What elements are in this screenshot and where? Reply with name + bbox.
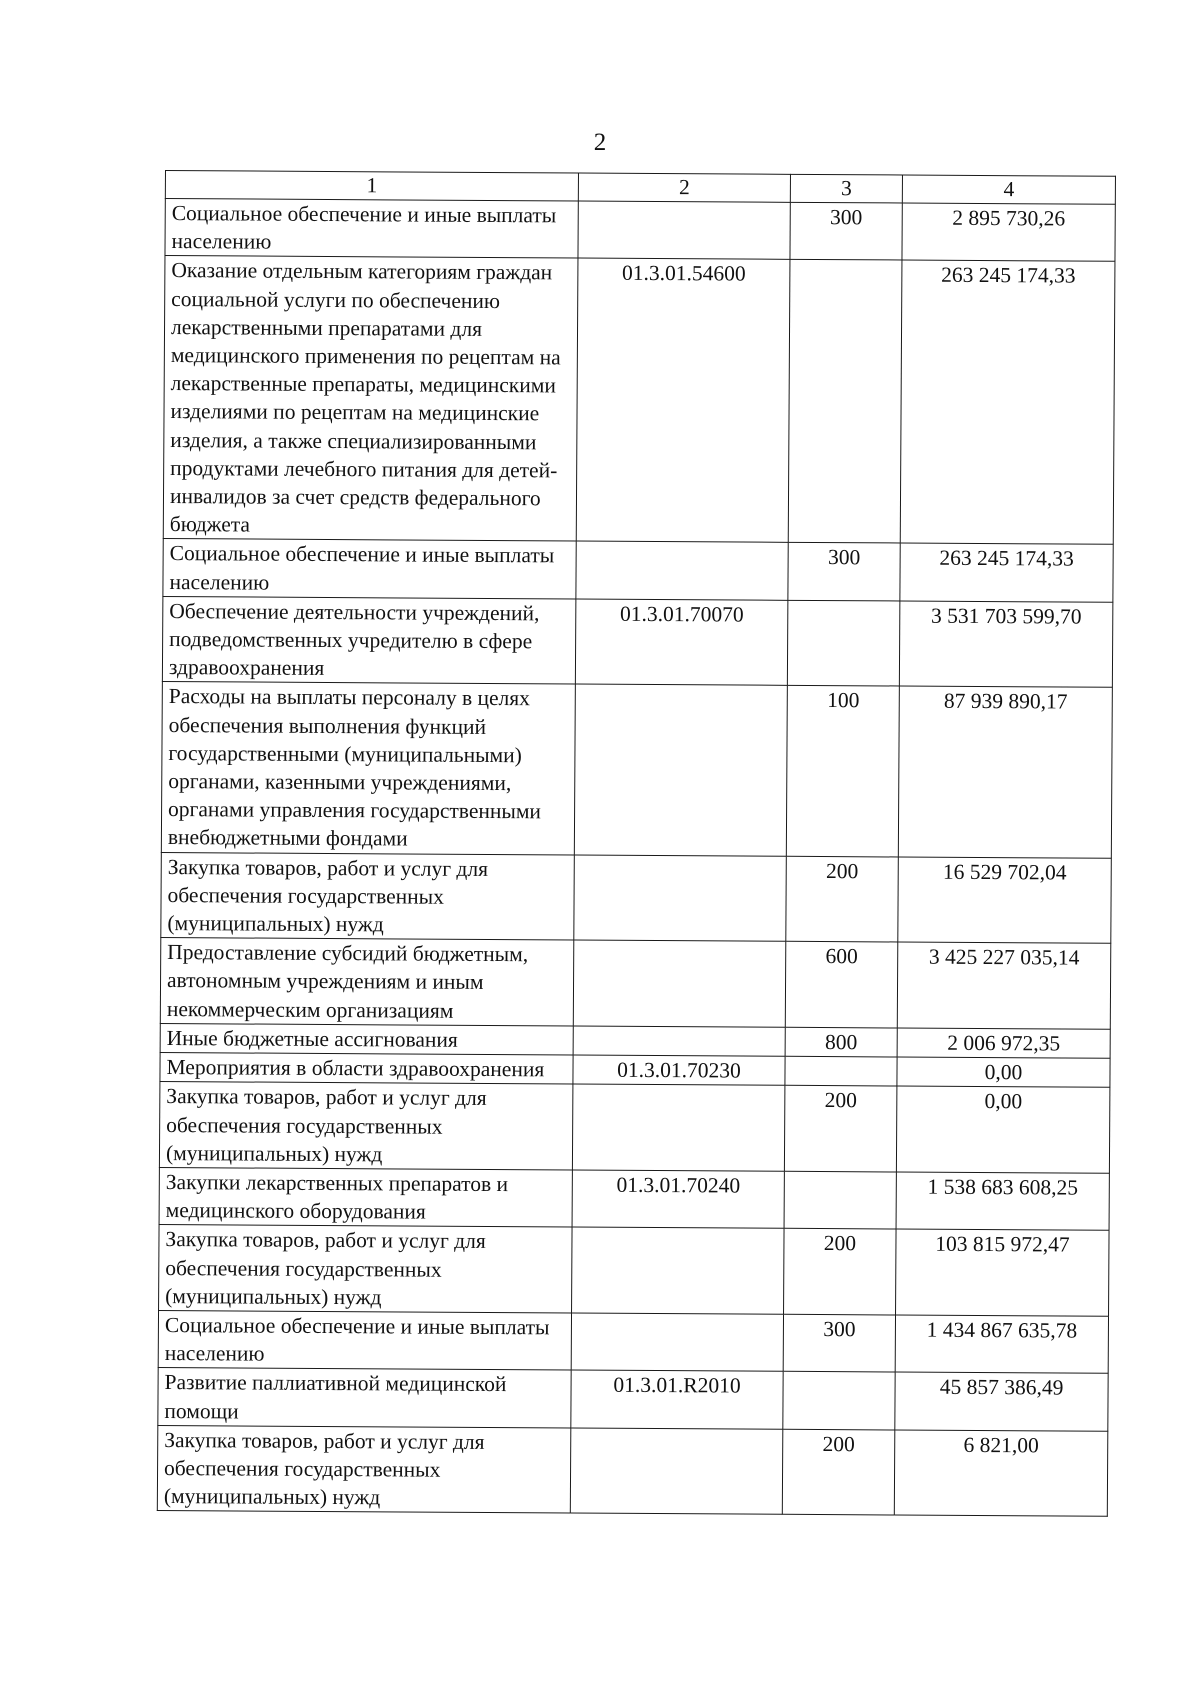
row-sum: 87 939 890,17 bbox=[898, 686, 1112, 858]
row-code bbox=[573, 1026, 785, 1056]
row-kind: 300 bbox=[783, 1314, 895, 1372]
row-name: Развитие паллиативной медицинской помощи bbox=[158, 1368, 571, 1428]
table-row bbox=[162, 596, 1113, 687]
header-col-4: 4 bbox=[902, 175, 1115, 204]
table-row bbox=[158, 1368, 1108, 1431]
row-name: Социальное обеспечение и иные выплаты населению bbox=[165, 199, 578, 259]
row-sum: 2 006 972,35 bbox=[897, 1028, 1110, 1059]
header-col-1: 1 bbox=[165, 171, 578, 202]
row-sum: 3 425 227 035,14 bbox=[897, 942, 1111, 1029]
row-code bbox=[574, 684, 787, 856]
row-sum: 0,00 bbox=[897, 1057, 1110, 1088]
table-row bbox=[161, 852, 1112, 943]
row-sum: 2 895 730,26 bbox=[902, 203, 1115, 262]
row-name: Расходы на выплаты персоналу в целях обеспечения выполнения функций государственными (муниципальными) органами, казенными учреждениями, органами управления государственными внебюджетными фондами bbox=[161, 682, 575, 855]
row-sum: 1 538 683 608,25 bbox=[896, 1172, 1109, 1231]
table-row bbox=[157, 1425, 1108, 1516]
table-row bbox=[160, 938, 1111, 1029]
row-kind: 800 bbox=[785, 1027, 897, 1057]
header-col-2: 2 bbox=[578, 173, 790, 202]
row-code bbox=[571, 1313, 783, 1372]
row-kind bbox=[784, 1171, 896, 1229]
row-sum: 16 529 702,04 bbox=[898, 857, 1112, 944]
row-code bbox=[576, 541, 788, 600]
row-kind: 600 bbox=[785, 942, 898, 1028]
row-name: Закупка товаров, работ и услуг для обеспечения государственных (муниципальных) нужд bbox=[159, 1225, 573, 1313]
row-name: Закупка товаров, работ и услуг для обеспечения государственных (муниципальных) нужд bbox=[159, 1082, 573, 1170]
table-row bbox=[161, 682, 1112, 858]
row-name: Социальное обеспечение и иные выплаты населению bbox=[158, 1310, 571, 1370]
row-kind bbox=[788, 260, 902, 544]
row-kind: 300 bbox=[788, 543, 900, 601]
row-code: 01.3.01.70230 bbox=[573, 1055, 785, 1085]
row-code: 01.3.01.R2010 bbox=[571, 1370, 783, 1429]
row-kind: 300 bbox=[790, 202, 902, 260]
row-sum: 6 821,00 bbox=[894, 1430, 1108, 1517]
row-code: 01.3.01.54600 bbox=[576, 258, 790, 542]
row-code bbox=[573, 940, 786, 1027]
row-name: Иные бюджетные ассигнования bbox=[160, 1023, 573, 1055]
row-kind bbox=[785, 1056, 897, 1086]
row-kind: 200 bbox=[784, 1086, 897, 1172]
row-sum: 0,00 bbox=[896, 1086, 1110, 1173]
row-sum: 3 531 703 599,70 bbox=[899, 601, 1113, 688]
row-sum: 263 245 174,33 bbox=[900, 260, 1115, 544]
row-code: 01.3.01.70070 bbox=[575, 599, 788, 686]
header-col-3: 3 bbox=[790, 174, 902, 203]
row-name: Оказание отдельным категориям граждан социальной услуги по обеспечению лекарственными препаратами для медицинского применения по рецептам на лекарственные препараты, медицинскими изделиями по рецептам на медицинские изделия, а также специализированными продуктами лечебного питания для детей-инвалидов за счет средств федерального бюджета bbox=[163, 256, 578, 542]
row-code bbox=[572, 1084, 785, 1171]
row-name: Закупки лекарственных препаратов и медицинского оборудования bbox=[159, 1167, 572, 1227]
row-code bbox=[574, 855, 787, 942]
row-name: Закупка товаров, работ и услуг для обеспечения государственных (муниципальных) нужд bbox=[157, 1425, 571, 1513]
row-name: Закупка товаров, работ и услуг для обеспечения государственных (муниципальных) нужд bbox=[161, 852, 575, 940]
table-row bbox=[159, 1225, 1110, 1316]
row-kind: 200 bbox=[784, 1229, 897, 1315]
row-sum: 1 434 867 635,78 bbox=[895, 1315, 1108, 1374]
row-name: Обеспечение деятельности учреждений, подведомственных учредителю в сфере здравоохранения bbox=[162, 596, 576, 684]
page-number: 2 bbox=[593, 129, 607, 156]
row-kind bbox=[783, 1372, 895, 1430]
row-kind bbox=[787, 600, 900, 686]
budget-table bbox=[157, 170, 1116, 1517]
table-row bbox=[159, 1167, 1109, 1230]
row-kind: 100 bbox=[786, 686, 899, 857]
row-sum: 103 815 972,47 bbox=[896, 1229, 1110, 1316]
row-name: Мероприятия в области здравоохранения bbox=[160, 1053, 573, 1085]
row-name: Социальное обеспечение и иные выплаты населению bbox=[163, 539, 576, 599]
table-row bbox=[158, 1310, 1108, 1373]
row-kind: 200 bbox=[782, 1429, 895, 1515]
row-sum: 45 857 386,49 bbox=[895, 1372, 1108, 1431]
row-sum: 263 245 174,33 bbox=[900, 543, 1113, 602]
row-name: Предоставление субсидий бюджетным, автономным учреждениям и иным некоммерческим организациям bbox=[160, 938, 574, 1026]
row-kind: 200 bbox=[786, 856, 899, 942]
table-row bbox=[163, 256, 1115, 545]
row-code: 01.3.01.70240 bbox=[572, 1170, 784, 1229]
table-row bbox=[159, 1082, 1110, 1173]
table-row bbox=[165, 199, 1115, 262]
table-row bbox=[163, 539, 1113, 602]
row-code bbox=[572, 1227, 785, 1314]
row-code bbox=[578, 201, 790, 260]
row-code bbox=[570, 1428, 783, 1515]
